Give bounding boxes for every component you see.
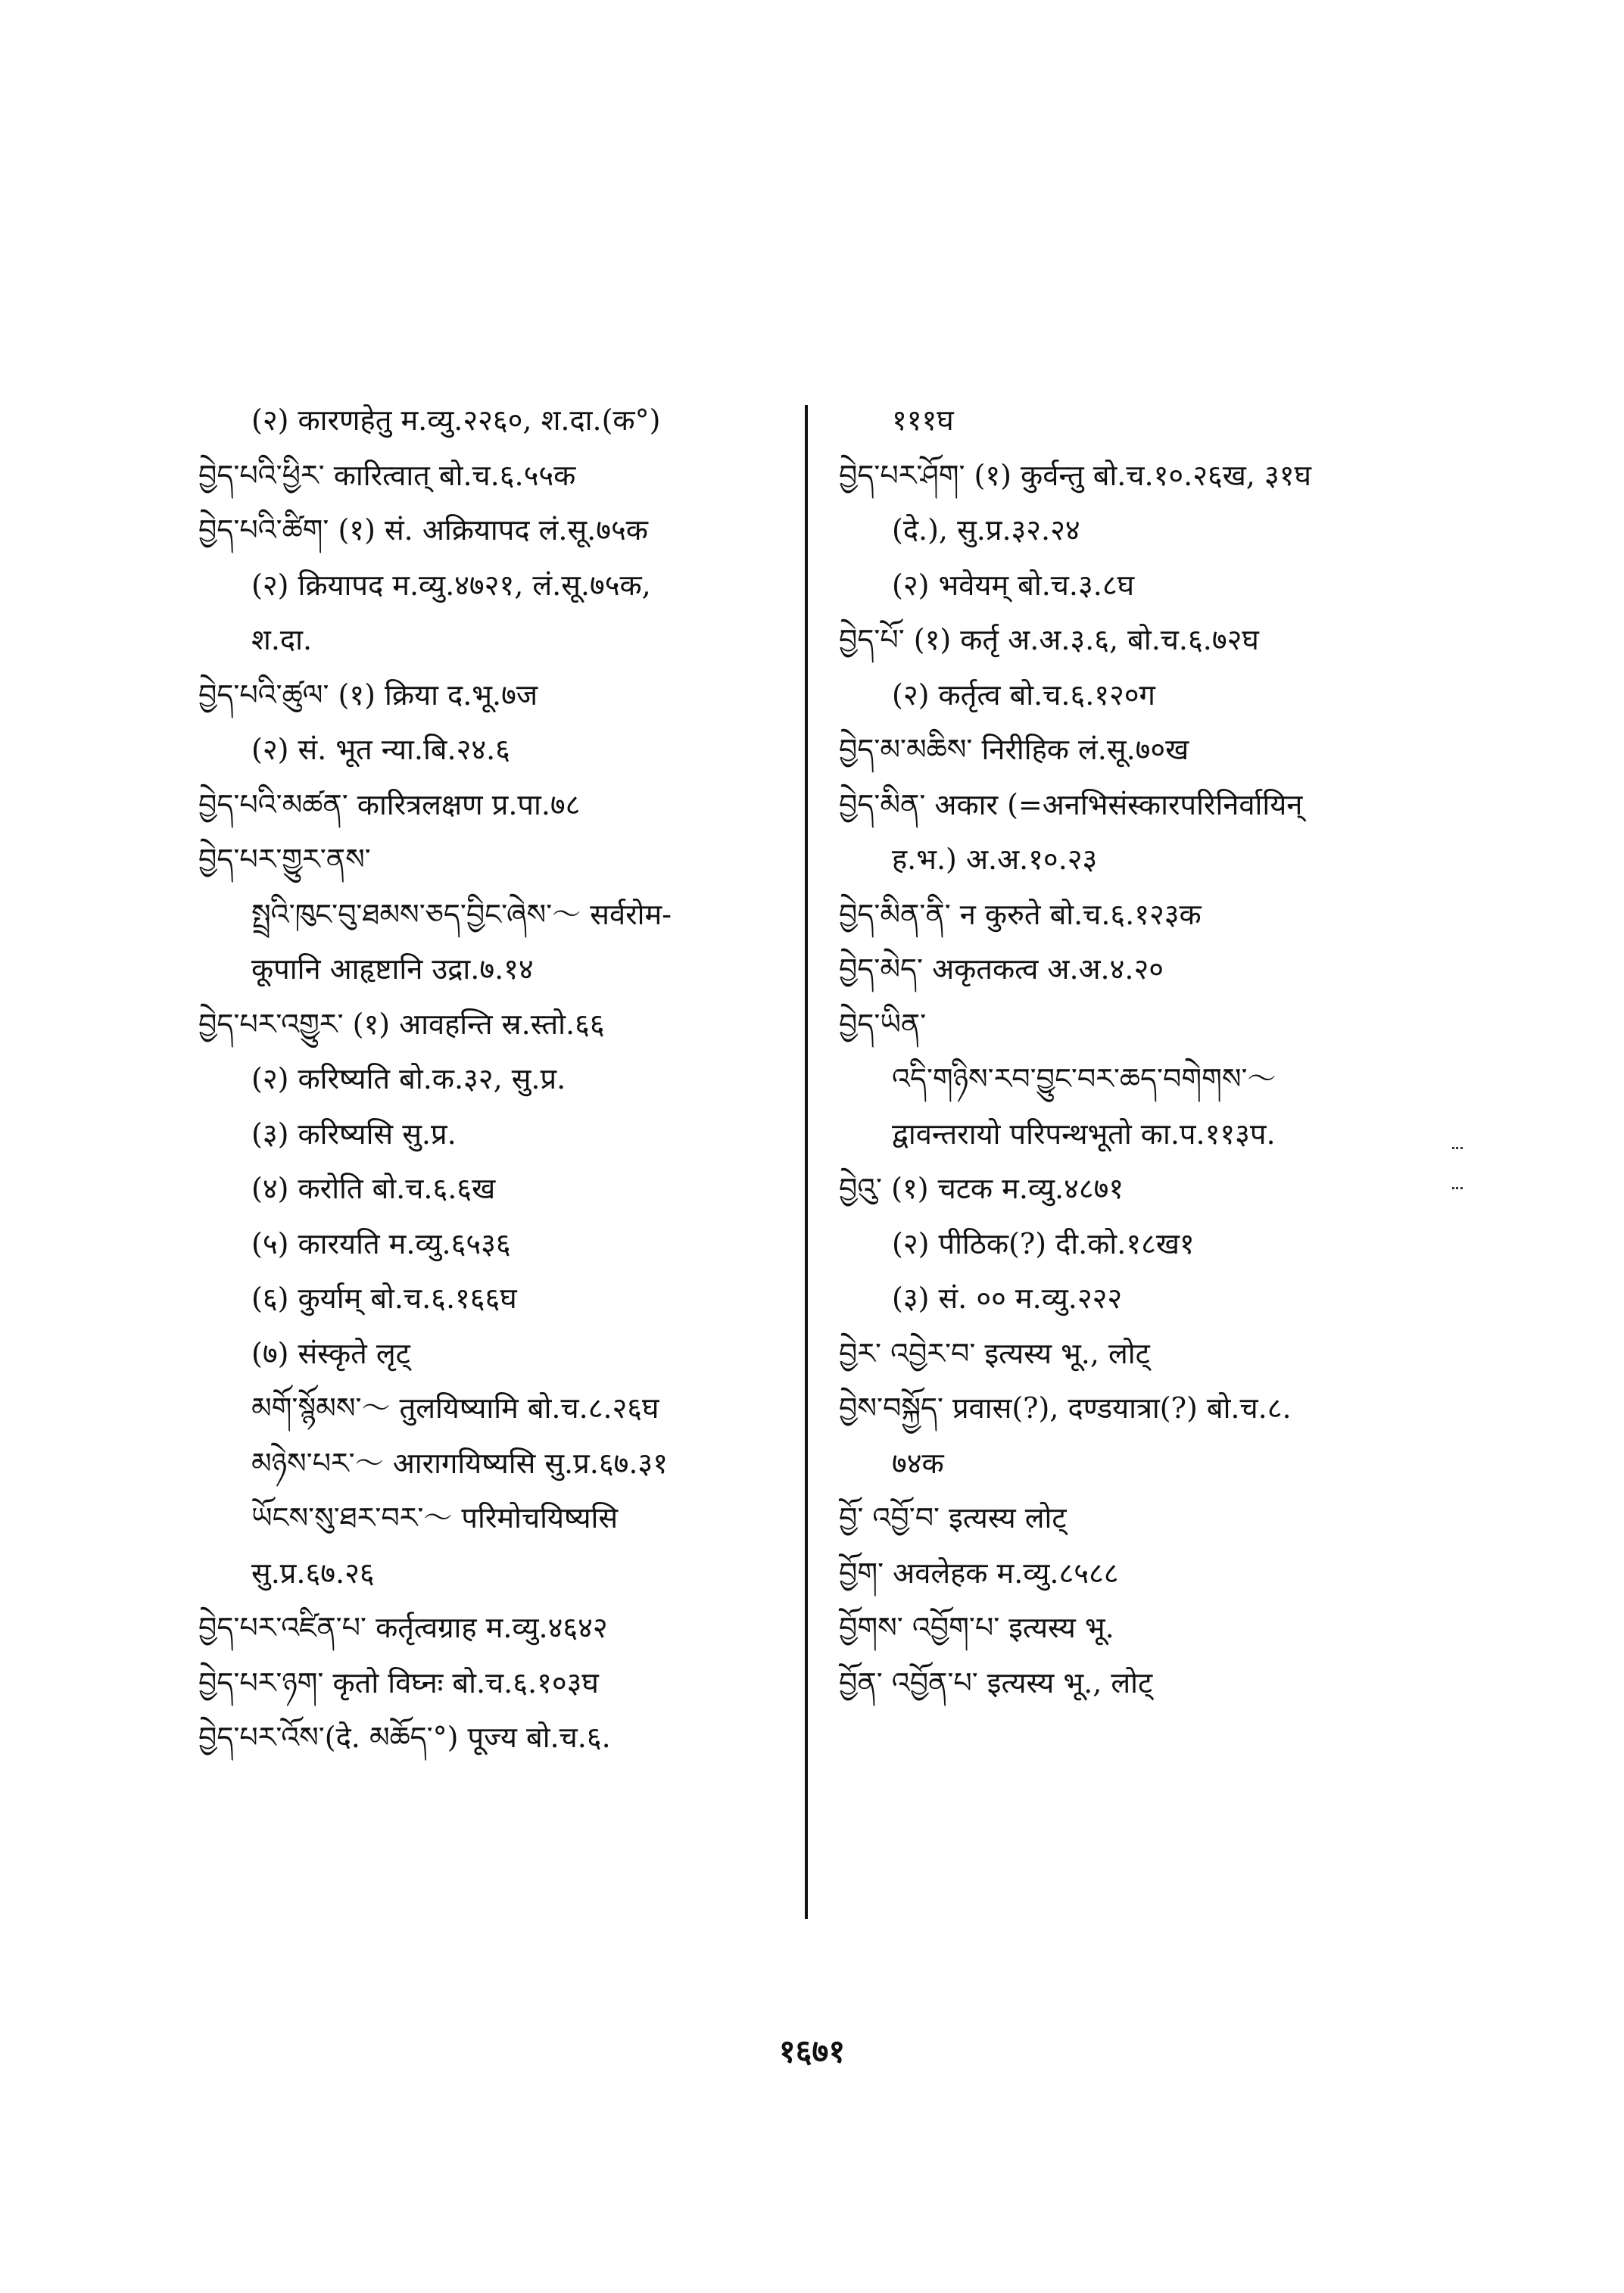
entry-headword-line: བྱེད་པར་འགྱུར་ (१) आवहन्ति स्र.स्तो.६६ bbox=[198, 1007, 605, 1041]
entry-sub-line: श.दा. bbox=[251, 623, 313, 656]
entry-headword-line: བྱོག་ अवलेहक म.व्यु.८५८८ bbox=[839, 1556, 1119, 1590]
column-divider bbox=[805, 405, 808, 1919]
entry-sub-line: (२) क्रियापद म.व्यु.४७२१, लं.सू.७५क, bbox=[251, 568, 651, 602]
entry-headword-line: བྱེས་བསྐྱོད་ प्रवास(?), दण्डयात्रा(?) बो.च.८. bbox=[839, 1391, 1292, 1425]
entry-sub-line: १११घ bbox=[892, 403, 954, 437]
entry-headword-line: བྱེད་པའི་མཚན་ कारित्रलक्षण प्र.पा.७८ bbox=[198, 787, 581, 821]
entry-headword-line: བྱེད་པར་འོས་(दे. མཆོད་°) पूज्य बो.च.६. bbox=[198, 1721, 611, 1754]
entry-sub-line: (२) कर्तृत्व बो.च.६.१२०ग bbox=[892, 678, 1155, 712]
entry-headword-line: བྱེད་མ་མཆིས་ निरीहिक लं.सू.७०ख bbox=[839, 733, 1189, 766]
entry-headword-line: བྱེད་པར་ཉག་ कृतो विघ्नः बो.च.६.१०३घ bbox=[198, 1665, 599, 1699]
entry-sub-line: (दे.), सु.प्र.३२.२४ bbox=[892, 513, 1080, 547]
entry-sub-line: (५) कारयति म.व्यु.६५३६ bbox=[251, 1226, 511, 1260]
entry-sub-line: (६) कुर्याम् बो.च.६.१६६घ bbox=[251, 1282, 517, 1315]
entry-sub-line: द्वावन्तरायो परिपन्थभूतो का.प.११३प. bbox=[892, 1117, 1276, 1151]
entry-sub-line: (२) भवेयम् बो.च.३.८घ bbox=[892, 568, 1135, 602]
entry-sub-line: (३) करिष्यसि सु.प्र. bbox=[251, 1117, 457, 1151]
section-separator bbox=[1452, 1147, 1463, 1189]
entry-headword-line: བྱེད་པའི་ཚུལ་ (१) क्रिया द.भू.७ज bbox=[198, 678, 538, 712]
entry-sub-line: (२) करिष्यति बो.क.३२, सु.प्र. bbox=[251, 1062, 566, 1095]
entry-headword-line: བྱེད་མེད་ अकृतकत्व अ.अ.४.२० bbox=[839, 952, 1164, 986]
entry-headword-line: བྱེའུ་ (१) चटक म.व्यु.४८७१ bbox=[839, 1172, 1124, 1205]
entry-sub-line: མཉེས་པར་～ आरागयिष्यसि सु.प्र.६७.३१ bbox=[251, 1446, 668, 1480]
entry-headword-line: བྱེད་མིན་ནི་ न कुरुते बो.च.६.१२३क bbox=[839, 897, 1202, 931]
entry-sub-line: མགོ་སྙོམས་～ तुलयिष्यामि बो.च.८.२६घ bbox=[251, 1391, 659, 1425]
entry-sub-line: (२) पीठिक(?) दी.को.१८ख१ bbox=[892, 1226, 1195, 1260]
entry-headword-line: བྱོ་ འབྱོ་བ་ इत्यस्य लोट् bbox=[839, 1501, 1067, 1534]
entry-sub-line: कूपानि आहृष्टानि उद्रा.७.१४ bbox=[251, 952, 534, 986]
page-number: १६७१ bbox=[778, 2033, 846, 2070]
entry-headword-line: བྱེད་མིན་ अकार (=अनभिसंस्कारपरिनिर्वायिन् bbox=[839, 787, 1303, 821]
entry-headword-line: བྱེར་ འབྱེར་བ་ इत्यस्य भू., लोट् bbox=[839, 1336, 1150, 1370]
entry-headword-line: བྱེད་པར་ཤོག་ (१) कुर्वन्तु बो.च.१०.२६ख, ३१घ bbox=[839, 458, 1311, 492]
entry-sub-line: སྤྲའི་ཁུང་བུ་ཐམས་ཅད་བྱིང་ཞེས་～ सर्वरोम- bbox=[251, 897, 672, 931]
entry-headword-line: བྱེད་པར་འཛིན་པ་ कर्तृत्वग्राह म.व्यु.४६४२ bbox=[198, 1611, 608, 1644]
entry-headword-line: བྱེད་པའི་ཕྱིར་ कारित्वात् बो.च.६.५५क bbox=[198, 458, 576, 492]
entry-sub-line: ཡོངས་སུ་ཐར་བར་～ परिमोचयिष्यसि bbox=[251, 1501, 619, 1534]
entry-headword-line: བྱེད་པོ་ (१) कर्तृ अ.अ.३.६, बो.च.६.७२घ bbox=[839, 623, 1259, 656]
entry-headword-line: བྱེད་པར་གྱུར་ནས་ bbox=[198, 843, 371, 876]
entry-sub-line: འདི་གཉིས་རབ་བྱུང་བར་ཆད་བགེགས་～ bbox=[892, 1062, 1276, 1095]
entry-sub-line: (३) सं. ०० म.व्यु.२२२ bbox=[892, 1282, 1123, 1315]
entry-sub-line: (२) सं. भूत न्या.बि.२४.६ bbox=[251, 733, 510, 766]
entry-sub-line: (४) करोति बो.च.६.६ख bbox=[251, 1172, 496, 1205]
entry-sub-line: ७४क bbox=[892, 1446, 944, 1480]
entry-headword-line: བྱོགས་ འབྱོག་པ་ इत्यस्य भू. bbox=[839, 1611, 1114, 1644]
entry-sub-line: (२) कारणहेतु म.व्यु.२२६०, श.दा.(क°) bbox=[251, 403, 661, 437]
entry-sub-line: (७) संस्कृते लृट् bbox=[251, 1336, 410, 1370]
entry-headword-line: བྱེད་པའི་ཚིག་ (१) सं. अक्रियापद लं.सू.७५क bbox=[198, 513, 648, 547]
entry-sub-line: सु.प्र.६७.२६ bbox=[251, 1556, 375, 1590]
entry-headword-line: བྱེད་ཡིན་ bbox=[839, 1007, 927, 1041]
entry-sub-line: ह.भ.) अ.अ.१०.२३ bbox=[892, 843, 1098, 876]
entry-headword-line: བྱོན་ འབྱོན་པ་ इत्यस्य भू., लोट् bbox=[839, 1665, 1153, 1699]
